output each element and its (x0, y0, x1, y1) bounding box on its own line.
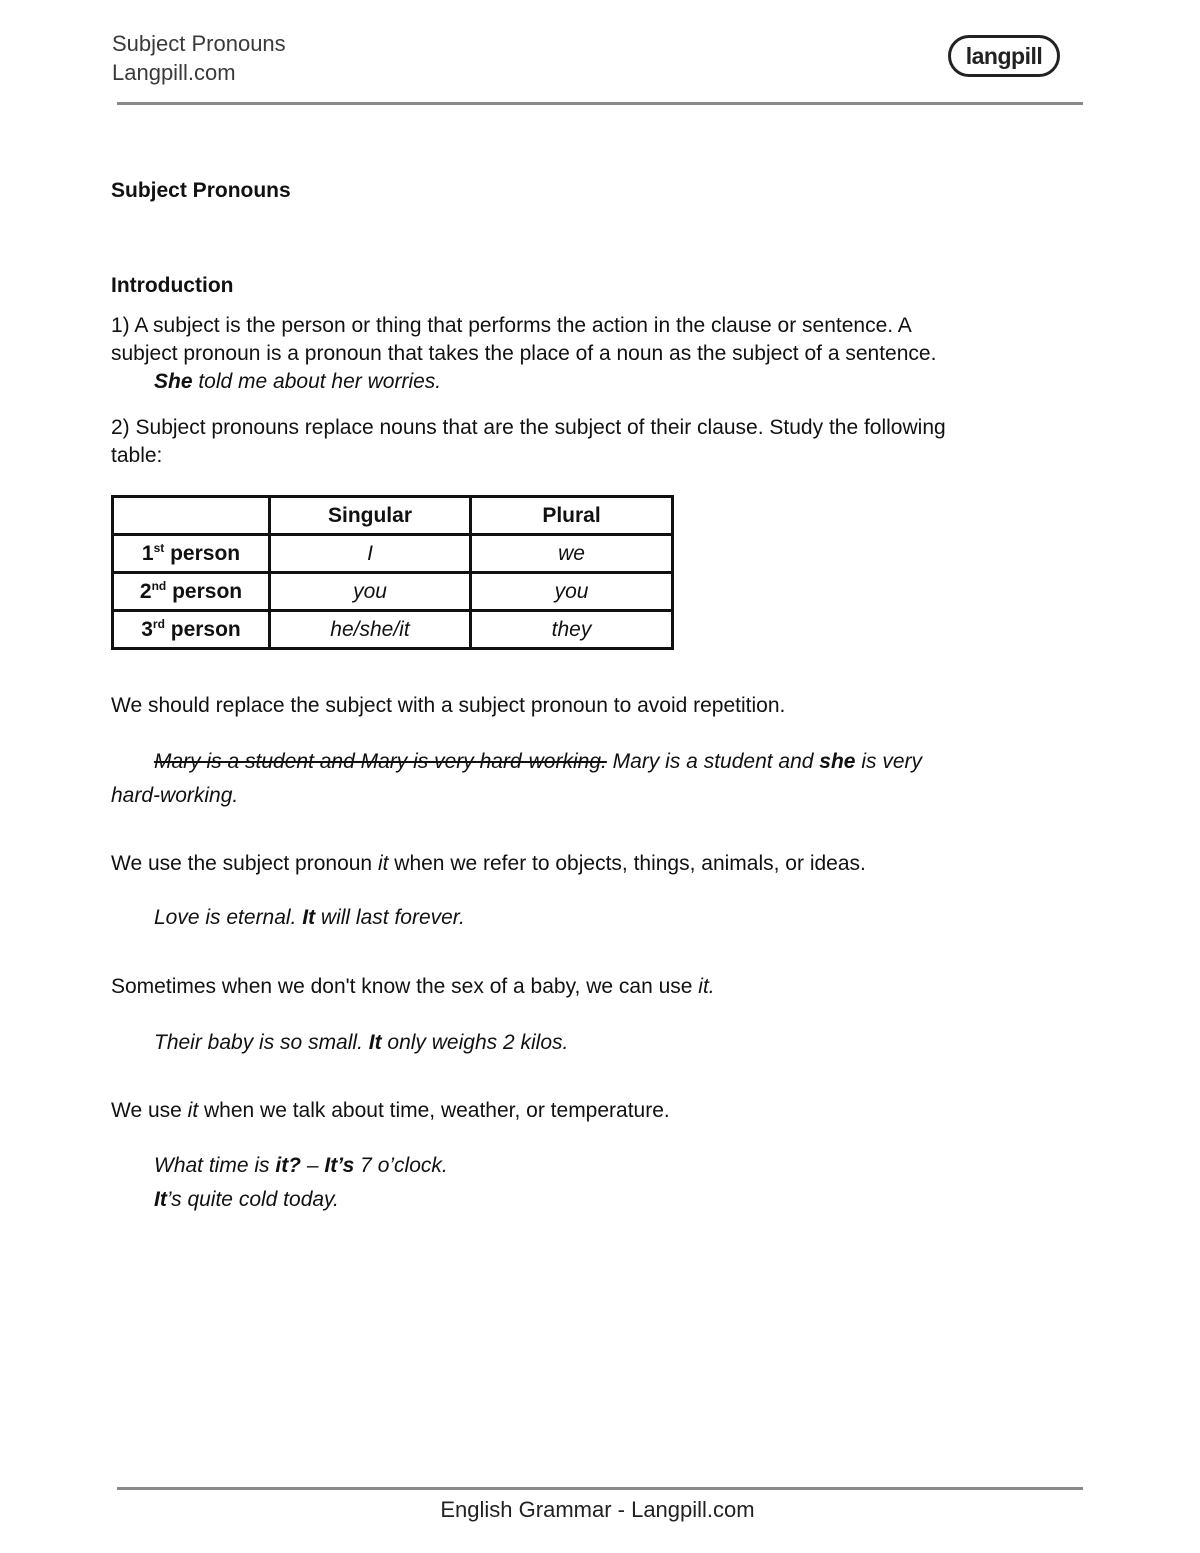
example-she-bold: She (154, 370, 193, 393)
example-time (154, 1152, 1104, 1180)
page-footer: English Grammar - Langpill.com (440, 1497, 755, 1522)
example-love (154, 904, 1104, 932)
example-time-a: What time is (154, 1154, 276, 1177)
table-row (113, 535, 673, 573)
doc-title: Subject Pronouns (111, 179, 291, 202)
section-baby-text (111, 973, 1061, 1001)
section-objects-it: it (377, 852, 389, 875)
example-cold-bold: It (154, 1188, 167, 1211)
header-divider (117, 102, 1083, 105)
table-row (113, 573, 673, 611)
section-time-it: it (187, 1099, 199, 1122)
footer-divider (117, 1487, 1083, 1490)
section-time-text (111, 1097, 1061, 1125)
row-number: 3 (141, 618, 153, 641)
cell-plural: they (471, 611, 673, 649)
section-replace-text: We should replace the subject with a subject pronoun to avoid repetition. (111, 694, 786, 717)
paragraph-1-line-2: subject pronoun is a pronoun that takes the place of a noun as the subject of a sentence. (111, 342, 937, 365)
col-header-singular: Singular (270, 497, 471, 535)
example-baby-a: Their baby is so small. (154, 1031, 369, 1054)
row-ordinal-suffix: rd (152, 617, 165, 631)
example-time-b: 7 o’clock. (354, 1154, 448, 1177)
paragraph-2-line-1: 2) Subject pronouns replace nouns that are the subject of their clause. Study the following (111, 416, 946, 439)
paragraph-2 (111, 414, 1061, 470)
section-time-t1: We use (111, 1099, 188, 1122)
example-cold-b: ’s quite cold today. (166, 1188, 339, 1211)
example-she (154, 368, 1104, 396)
cell-plural: you (471, 573, 673, 611)
cell-singular: I (270, 535, 471, 573)
section-objects-t2: when we refer to objects, things, animals, or ideas. (388, 852, 866, 875)
paragraph-2-line-2: table: (111, 444, 163, 467)
section-baby-t1: Sometimes when we don't know the sex of a baby, we can use (111, 975, 699, 998)
pronoun-table (111, 495, 674, 650)
header-title: Subject Pronouns (112, 31, 286, 56)
row-label (113, 535, 270, 573)
paragraph-1-line-1: 1) A subject is the person or thing that performs the action in the clause or sentence. A (111, 314, 912, 337)
row-person-label: person (166, 580, 243, 603)
example-mary-b: is very (855, 750, 922, 773)
example-love-bold: It (302, 906, 316, 929)
example-baby (154, 1029, 1104, 1057)
intro-heading: Introduction (111, 274, 234, 297)
example-time-bold-1: it? (275, 1154, 302, 1177)
row-ordinal-suffix: st (153, 541, 165, 555)
example-love-a: Love is eternal. (154, 906, 303, 929)
example-time-dash: – (301, 1154, 325, 1177)
row-number: 1 (141, 542, 154, 565)
row-number: 2 (139, 580, 152, 603)
example-baby-b: only weighs 2 kilos. (381, 1031, 569, 1054)
cell-plural: we (471, 535, 673, 573)
paragraph-1 (111, 312, 1061, 368)
col-header-plural: Plural (471, 497, 673, 535)
example-mary-cont: hard-working. (111, 784, 239, 807)
header-site: Langpill.com (112, 60, 236, 85)
example-she-rest: told me about her worries. (192, 370, 442, 393)
row-person-label: person (164, 618, 241, 641)
section-time-t2: when we talk about time, weather, or temperature. (198, 1099, 670, 1122)
example-mary (154, 748, 1054, 776)
table-row (113, 611, 673, 649)
example-love-b: will last forever. (315, 906, 465, 929)
section-objects-t1: We use the subject pronoun (111, 852, 378, 875)
row-label (113, 611, 270, 649)
page-header (112, 29, 286, 87)
example-time-bold-2: It’s (324, 1154, 355, 1177)
example-mary-a: Mary is a student and (606, 750, 820, 773)
section-objects-text (111, 850, 1061, 878)
example-cold (154, 1186, 1104, 1214)
example-mary-bold: she (819, 750, 856, 773)
row-person-label: person (164, 542, 241, 565)
example-baby-bold: It (368, 1031, 382, 1054)
table-header-row (113, 497, 673, 535)
cell-singular: he/she/it (270, 611, 471, 649)
row-ordinal-suffix: nd (151, 579, 167, 593)
example-mary-struck: Mary is a student and Mary is very hard-working. (154, 750, 607, 773)
langpill-logo: langpill (948, 35, 1060, 77)
row-label (113, 573, 270, 611)
cell-singular: you (270, 573, 471, 611)
section-baby-it: it. (698, 975, 715, 998)
table-corner-cell (113, 497, 270, 535)
